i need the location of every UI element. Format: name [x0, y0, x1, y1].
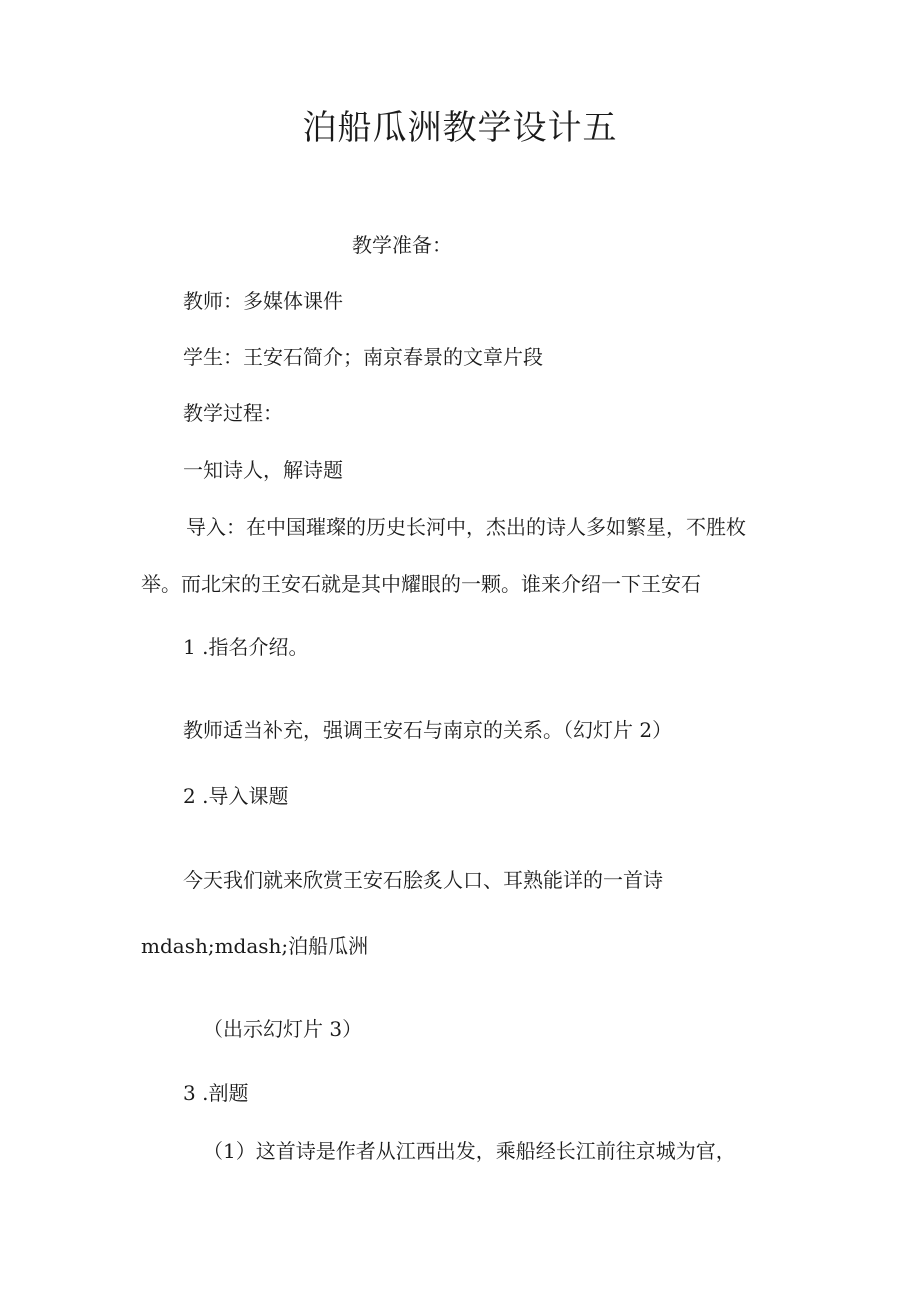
- document-title: 泊船瓜洲教学设计五: [302, 108, 618, 148]
- paragraph-teaching-process: 教学过程：: [183, 401, 283, 425]
- paragraph-teacher: 教师：多媒体课件: [183, 289, 343, 313]
- paragraph-teacher-supplement: 教师适当补充，强调王安石与南京的关系。（幻灯片 2）: [183, 718, 673, 742]
- paragraph-step-2: 2 .导入课题: [183, 784, 289, 808]
- paragraph-step-1: 1 .指名介绍。: [183, 635, 309, 659]
- paragraph-student: 学生：王安石简介；南京春景的文章片段: [183, 345, 543, 369]
- paragraph-step-3: 3 .剖题: [183, 1081, 249, 1105]
- paragraph-intro-line-1: 导入：在中国璀璨的历史长河中，杰出的诗人多如繁星，不胜枚: [186, 515, 746, 539]
- paragraph-poem-title-line: mdash;mdash;泊船瓜洲: [141, 934, 369, 958]
- paragraph-teaching-prep: 教学准备：: [352, 233, 452, 257]
- paragraph-intro-line-2: 举。而北宋的王安石就是其中耀眼的一颗。谁来介绍一下王安石: [141, 572, 701, 596]
- paragraph-section-heading: 一知诗人，解诗题: [183, 458, 343, 482]
- paragraph-analysis-1: （1）这首诗是作者从江西出发，乘船经长江前往京城为官，: [203, 1139, 736, 1163]
- paragraph-today-line: 今天我们就来欣赏王安石脍炙人口、耳熟能详的一首诗: [183, 868, 663, 892]
- paragraph-slide-3: （出示幻灯片 3）: [203, 1017, 363, 1041]
